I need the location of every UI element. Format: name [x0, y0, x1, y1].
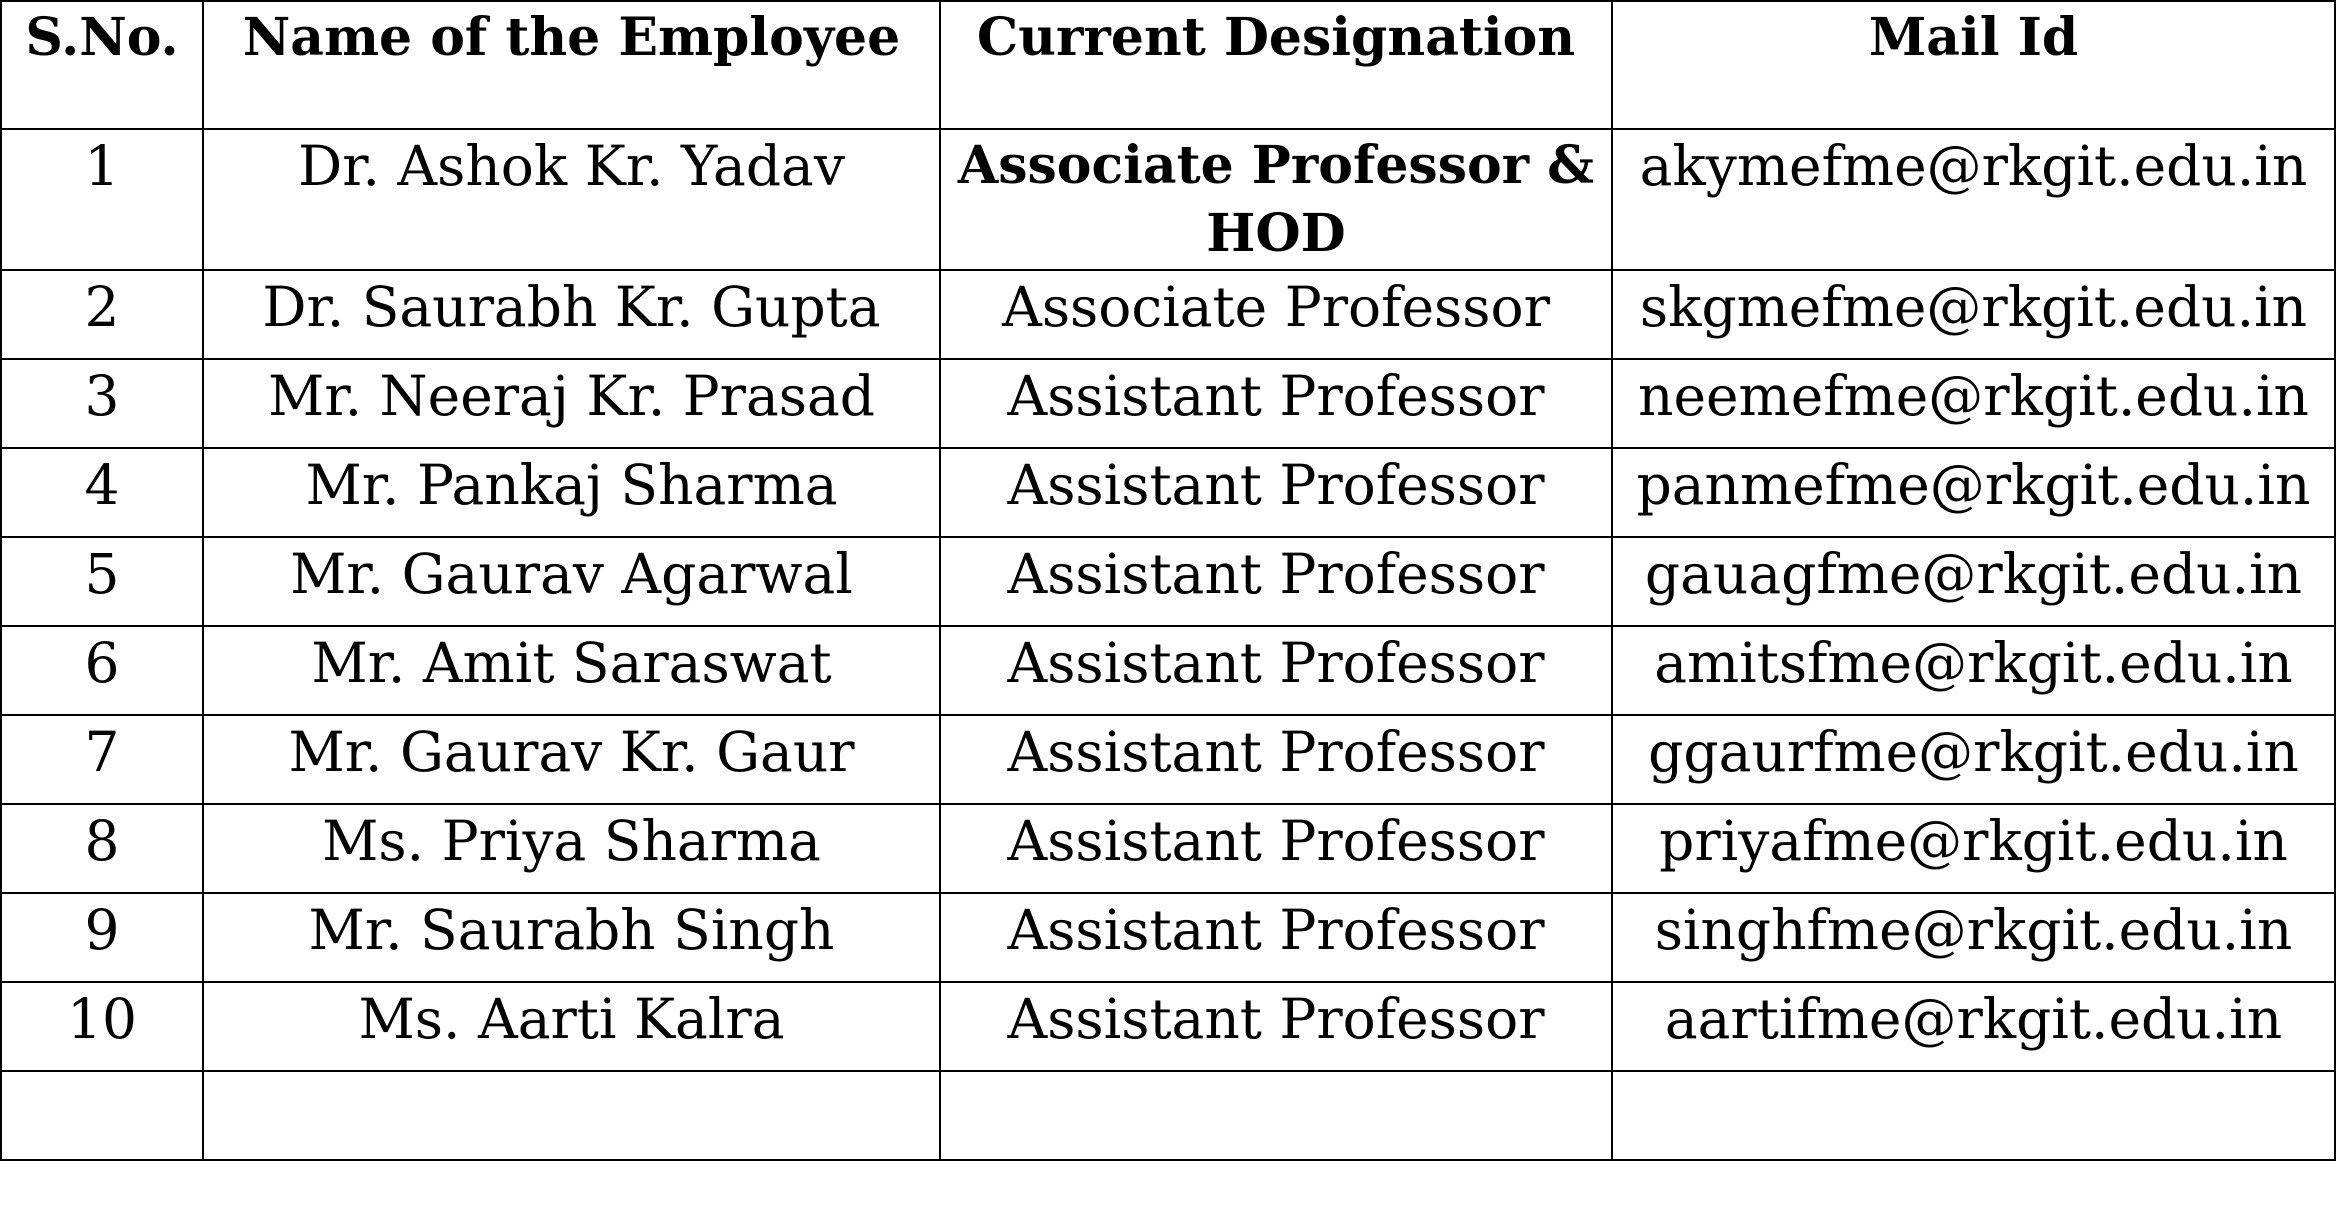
cell-name: [203, 1071, 940, 1160]
cell-designation: Associate Professor & HOD: [940, 129, 1612, 270]
cell-mail: gauagfme@rkgit.edu.in: [1612, 537, 2335, 626]
table-row: [1, 804, 2335, 893]
table-row: [1, 715, 2335, 804]
cell-designation: Assistant Professor: [940, 448, 1612, 537]
cell-name: Dr. Saurabh Kr. Gupta: [203, 270, 940, 359]
cell-mail: skgmefme@rkgit.edu.in: [1612, 270, 2335, 359]
cell-name: Mr. Amit Saraswat: [203, 626, 940, 715]
cell-designation: Assistant Professor: [940, 893, 1612, 982]
cell-name: Mr. Gaurav Agarwal: [203, 537, 940, 626]
cell-sno: 10: [1, 982, 203, 1071]
cell-sno: 8: [1, 804, 203, 893]
table-row: [1, 270, 2335, 359]
table-row: [1, 537, 2335, 626]
cell-sno: [1, 1071, 203, 1160]
cell-name: Mr. Saurabh Singh: [203, 893, 940, 982]
cell-designation: Assistant Professor: [940, 982, 1612, 1071]
cell-designation: [940, 1071, 1612, 1160]
cell-mail: aartifme@rkgit.edu.in: [1612, 982, 2335, 1071]
cell-mail: neemefme@rkgit.edu.in: [1612, 359, 2335, 448]
cell-mail: [1612, 1071, 2335, 1160]
cell-designation: Assistant Professor: [940, 715, 1612, 804]
cell-sno: 1: [1, 129, 203, 270]
table-row-empty: [1, 1071, 2335, 1160]
table-row: [1, 129, 2335, 270]
cell-designation: Associate Professor: [940, 270, 1612, 359]
cell-sno: 5: [1, 537, 203, 626]
header-designation: Current Designation: [940, 1, 1612, 129]
cell-name: Mr. Gaurav Kr. Gaur: [203, 715, 940, 804]
cell-sno: 6: [1, 626, 203, 715]
header-sno: S.No.: [1, 1, 203, 129]
cell-mail: ggaurfme@rkgit.edu.in: [1612, 715, 2335, 804]
cell-designation: Assistant Professor: [940, 359, 1612, 448]
table-row: [1, 626, 2335, 715]
cell-sno: 9: [1, 893, 203, 982]
cell-name: Mr. Neeraj Kr. Prasad: [203, 359, 940, 448]
header-name: Name of the Employee: [203, 1, 940, 129]
table-row: [1, 359, 2335, 448]
cell-mail: priyafme@rkgit.edu.in: [1612, 804, 2335, 893]
cell-name: Ms. Aarti Kalra: [203, 982, 940, 1071]
cell-sno: 2: [1, 270, 203, 359]
cell-name: Ms. Priya Sharma: [203, 804, 940, 893]
cell-sno: 4: [1, 448, 203, 537]
cell-mail: panmefme@rkgit.edu.in: [1612, 448, 2335, 537]
cell-sno: 7: [1, 715, 203, 804]
cell-name: Mr. Pankaj Sharma: [203, 448, 940, 537]
header-mail: Mail Id: [1612, 1, 2335, 129]
table-row: [1, 982, 2335, 1071]
cell-designation: Assistant Professor: [940, 626, 1612, 715]
cell-name: Dr. Ashok Kr. Yadav: [203, 129, 940, 270]
cell-designation: Assistant Professor: [940, 537, 1612, 626]
table-header-row: [1, 1, 2335, 129]
cell-mail: akymefme@rkgit.edu.in: [1612, 129, 2335, 270]
cell-designation: Assistant Professor: [940, 804, 1612, 893]
cell-sno: 3: [1, 359, 203, 448]
cell-mail: singhfme@rkgit.edu.in: [1612, 893, 2335, 982]
cell-mail: amitsfme@rkgit.edu.in: [1612, 626, 2335, 715]
table-row: [1, 893, 2335, 982]
table-row: [1, 448, 2335, 537]
